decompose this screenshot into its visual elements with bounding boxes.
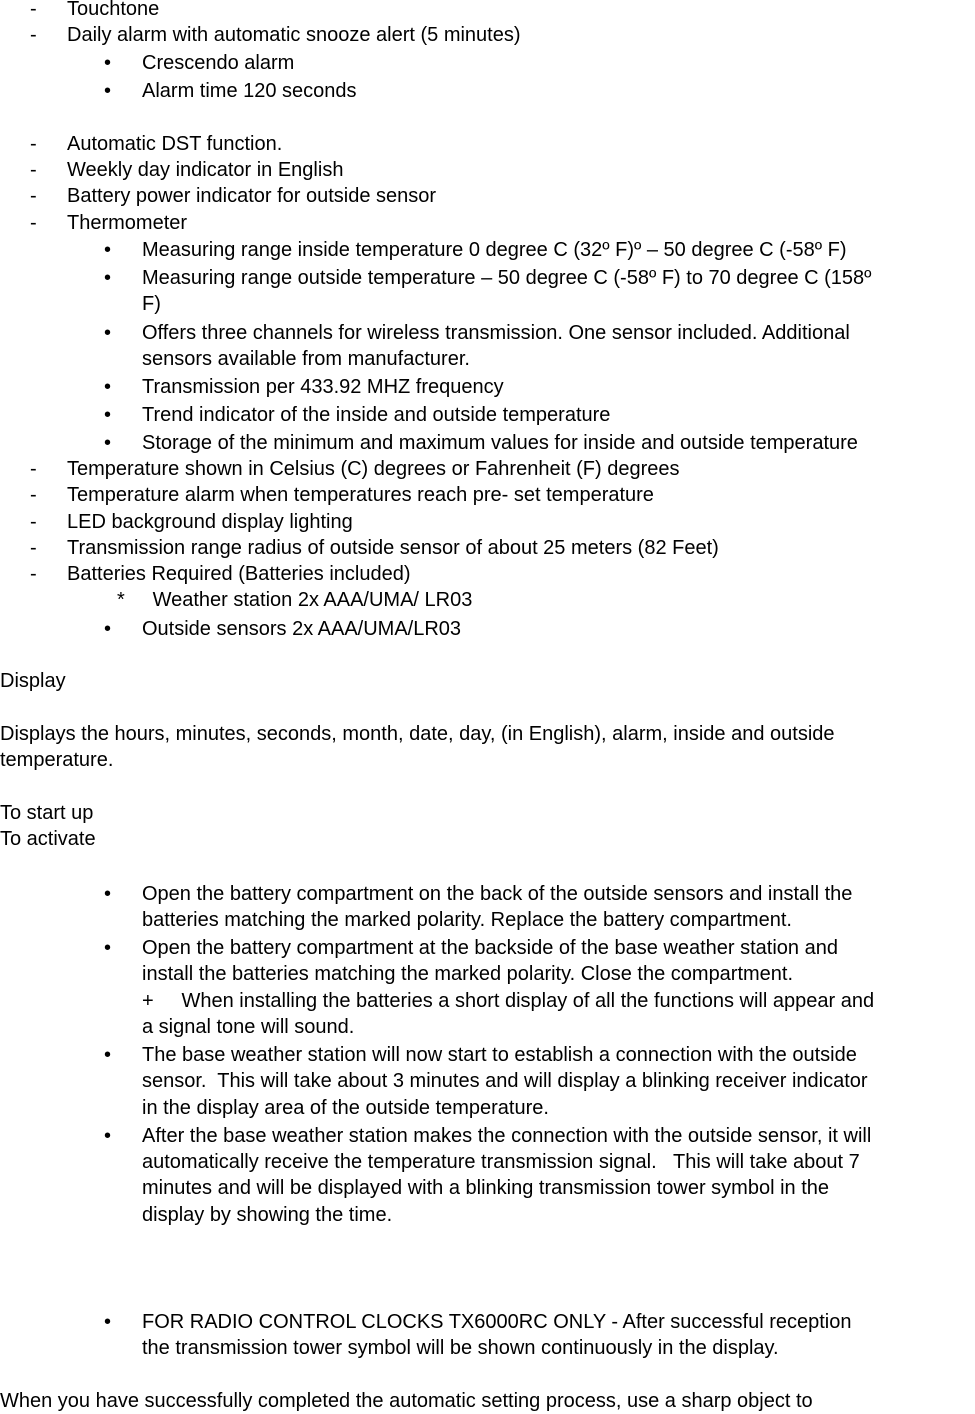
list-item: Temperature alarm when temperatures reach pre- set temperature (67, 484, 654, 506)
dash-marker: - (30, 133, 37, 155)
list-item: Weekly day indicator in English (67, 159, 344, 181)
list-item: The base weather station will now start to establish a connection with the outside (142, 1044, 857, 1066)
list-item-continued: F) (142, 293, 161, 315)
dash-marker: - (30, 24, 37, 46)
bullet-icon: • (104, 1044, 112, 1066)
list-item: Transmission per 433.92 MHZ frequency (142, 376, 504, 398)
list-item: Automatic DST function. (67, 133, 283, 155)
dash-marker: - (30, 511, 37, 533)
list-item: Open the battery compartment on the back of the outside sensors and install the (142, 883, 853, 905)
dash-marker: - (30, 458, 37, 480)
dash-marker: - (30, 159, 37, 181)
list-item: * Weather station 2x AAA/UMA/ LR03 (117, 589, 473, 611)
dash-marker: - (30, 563, 37, 585)
list-item-continued: sensor. This will take about 3 minutes and will display a blinking receiver indicator (142, 1070, 868, 1092)
paragraph-line: temperature. (0, 749, 114, 771)
list-item: Offers three channels for wireless transmission. One sensor included. Additional (142, 322, 850, 344)
list-item: Measuring range inside temperature 0 degree C (32º F)º – 50 degree C (-58º F) (142, 239, 847, 261)
list-item: FOR RADIO CONTROL CLOCKS TX6000RC ONLY - After successful reception (142, 1311, 852, 1333)
dash-marker: - (30, 537, 37, 559)
list-item-continued: install the batteries matching the marked polarity. Close the compartment. (142, 963, 794, 985)
bullet-icon: • (104, 239, 112, 261)
list-item: Trend indicator of the inside and outside temperature (142, 404, 611, 426)
bullet-icon: • (104, 883, 112, 905)
list-item: Measuring range outside temperature – 50 degree C (-58º F) to 70 degree C (158º (142, 267, 872, 289)
list-item: Crescendo alarm (142, 52, 295, 74)
list-item: Batteries Required (Batteries included) (67, 563, 411, 585)
bullet-icon: • (104, 618, 112, 640)
bullet-icon: • (104, 322, 112, 344)
list-item-continued: batteries matching the marked polarity. Replace the battery compartment. (142, 909, 792, 931)
list-item: LED background display lighting (67, 511, 353, 533)
list-item: After the base weather station makes the connection with the outside sensor, it will (142, 1125, 872, 1147)
list-item-continued: display by showing the time. (142, 1204, 393, 1226)
list-item: Battery power indicator for outside sensor (67, 185, 437, 207)
bullet-icon: • (104, 376, 112, 398)
list-item: Temperature shown in Celsius (C) degrees or Fahrenheit (F) degrees (67, 458, 680, 480)
section-heading: To start up (0, 802, 94, 824)
list-item: Daily alarm with automatic snooze alert (5 minutes) (67, 24, 521, 46)
list-item: Outside sensors 2x AAA/UMA/LR03 (142, 618, 462, 640)
bullet-icon: • (104, 432, 112, 454)
bullet-icon: • (104, 80, 112, 102)
dash-marker: - (30, 484, 37, 506)
paragraph-line: When you have successfully completed the automatic setting process, use a sharp object to (0, 1390, 813, 1412)
list-item-continued: the transmission tower symbol will be shown continuously in the display. (142, 1337, 779, 1359)
bullet-icon: • (104, 937, 112, 959)
list-item-continued: a signal tone will sound. (142, 1016, 355, 1038)
dash-marker: - (30, 0, 37, 20)
list-item: Storage of the minimum and maximum values for inside and outside temperature (142, 432, 858, 454)
list-item-continued: automatically receive the temperature transmission signal. This will take about 7 (142, 1151, 860, 1173)
list-item-continued: in the display area of the outside temperature. (142, 1097, 549, 1119)
bullet-icon: • (104, 1125, 112, 1147)
bullet-icon: • (104, 52, 112, 74)
dash-marker: - (30, 185, 37, 207)
list-item: Open the battery compartment at the backside of the base weather station and (142, 937, 838, 959)
bullet-icon: • (104, 404, 112, 426)
list-item: Touchtone (67, 0, 160, 20)
bullet-icon: • (104, 267, 112, 289)
paragraph-line: Displays the hours, minutes, seconds, month, date, day, (in English), alarm, inside and outside (0, 723, 835, 745)
list-item-continued: minutes and will be displayed with a blinking transmission tower symbol in the (142, 1177, 829, 1199)
section-heading: Display (0, 670, 66, 692)
list-item-continued: + When installing the batteries a short display of all the functions will appear and (142, 990, 875, 1012)
dash-marker: - (30, 212, 37, 234)
section-heading: To activate (0, 828, 96, 850)
list-item-continued: sensors available from manufacturer. (142, 348, 470, 370)
list-item: Transmission range radius of outside sensor of about 25 meters (82 Feet) (67, 537, 719, 559)
list-item: Alarm time 120 seconds (142, 80, 357, 102)
bullet-icon: • (104, 1311, 112, 1333)
list-item: Thermometer (67, 212, 188, 234)
